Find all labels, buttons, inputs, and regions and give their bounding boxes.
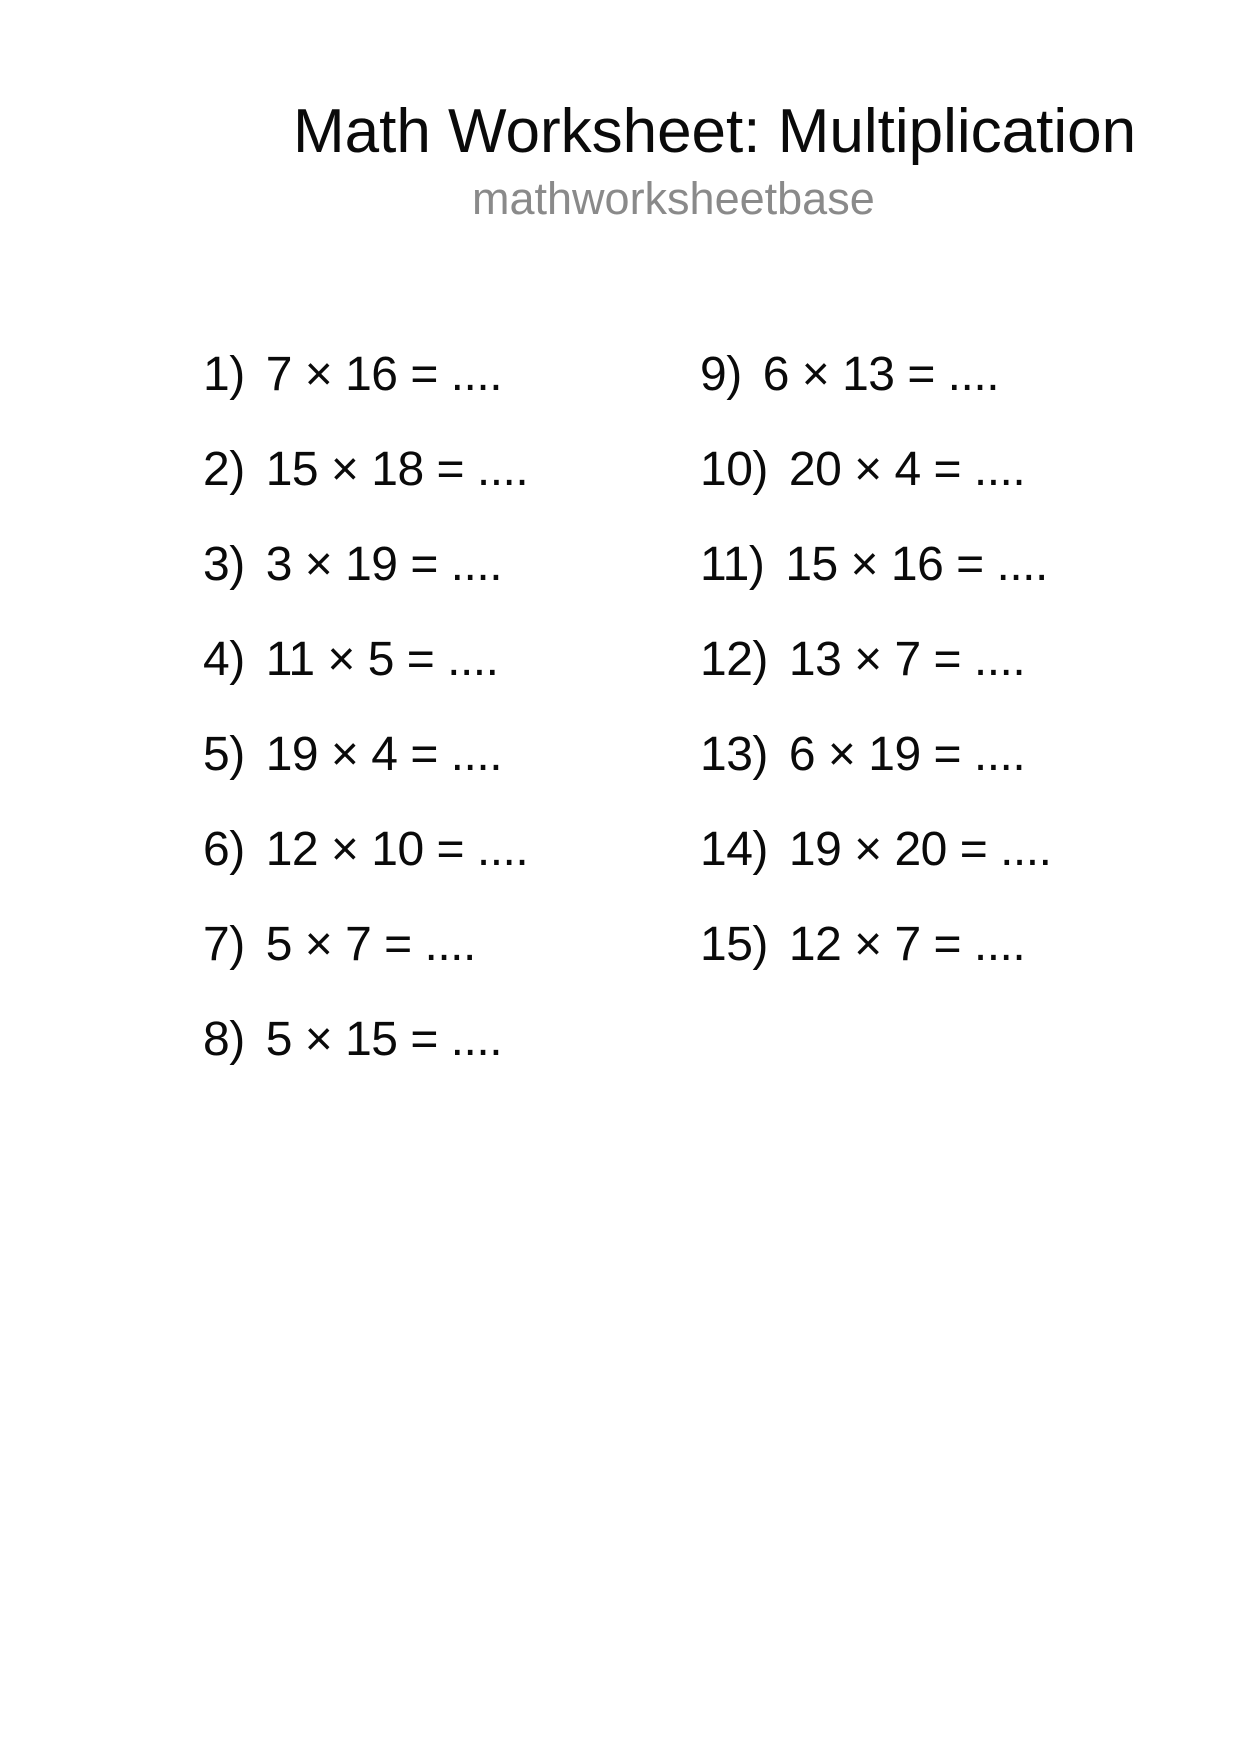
problem-row-5 bbox=[203, 707, 700, 802]
problem-row-13 bbox=[700, 707, 1240, 802]
problem-number: 14) bbox=[700, 823, 768, 876]
problem-row-1 bbox=[203, 327, 700, 422]
problem-row-9 bbox=[700, 327, 1240, 422]
problem-expression: 5 × 7 = .... bbox=[265, 918, 476, 971]
problem-expression: 19 × 4 = .... bbox=[265, 728, 503, 781]
problem-expression: 15 × 16 = .... bbox=[785, 538, 1048, 591]
problem-number: 6) bbox=[203, 823, 245, 876]
problem-number: 2) bbox=[203, 443, 245, 496]
problem-row-8 bbox=[203, 992, 700, 1087]
problem-expression: 5 × 15 = .... bbox=[265, 1013, 503, 1066]
problem-row-3 bbox=[203, 517, 700, 612]
problem-expression: 7 × 16 = .... bbox=[265, 348, 503, 401]
problem-number: 13) bbox=[700, 728, 768, 781]
problem-number: 10) bbox=[700, 443, 768, 496]
problem-row-12 bbox=[700, 612, 1240, 707]
problem-expression: 6 × 13 = .... bbox=[762, 348, 1000, 401]
problem-number: 3) bbox=[203, 538, 245, 591]
problems-column-right bbox=[700, 327, 1240, 1087]
problems-column-left bbox=[203, 327, 700, 1087]
problem-number: 1) bbox=[203, 348, 245, 401]
problem-expression: 12 × 7 = .... bbox=[788, 918, 1026, 971]
problem-number: 5) bbox=[203, 728, 245, 781]
problem-number: 4) bbox=[203, 633, 245, 686]
problem-number: 12) bbox=[700, 633, 768, 686]
problem-expression: 3 × 19 = .... bbox=[265, 538, 503, 591]
problem-row-15 bbox=[700, 897, 1240, 992]
problem-row-7 bbox=[203, 897, 700, 992]
problem-number: 15) bbox=[700, 918, 768, 971]
problem-expression: 20 × 4 = .... bbox=[788, 443, 1026, 496]
problem-row-6 bbox=[203, 802, 700, 897]
problem-row-11 bbox=[700, 517, 1240, 612]
problem-row-10 bbox=[700, 422, 1240, 517]
problem-number: 9) bbox=[700, 348, 742, 401]
problem-row-2 bbox=[203, 422, 700, 517]
problem-number: 11) bbox=[700, 538, 765, 591]
problem-row-4 bbox=[203, 612, 700, 707]
problem-expression: 13 × 7 = .... bbox=[788, 633, 1026, 686]
problem-row-14 bbox=[700, 802, 1240, 897]
problem-number: 8) bbox=[203, 1013, 245, 1066]
problem-expression: 15 × 18 = .... bbox=[265, 443, 529, 496]
page-subtitle: mathworksheetbase bbox=[472, 173, 875, 224]
problem-expression: 12 × 10 = .... bbox=[265, 823, 529, 876]
problem-expression: 11 × 5 = .... bbox=[265, 633, 499, 686]
problem-number: 7) bbox=[203, 918, 245, 971]
problem-expression: 19 × 20 = .... bbox=[788, 823, 1052, 876]
problem-expression: 6 × 19 = .... bbox=[788, 728, 1026, 781]
page-title: Math Worksheet: Multiplication bbox=[293, 97, 1137, 166]
problems-section bbox=[0, 327, 1240, 1087]
